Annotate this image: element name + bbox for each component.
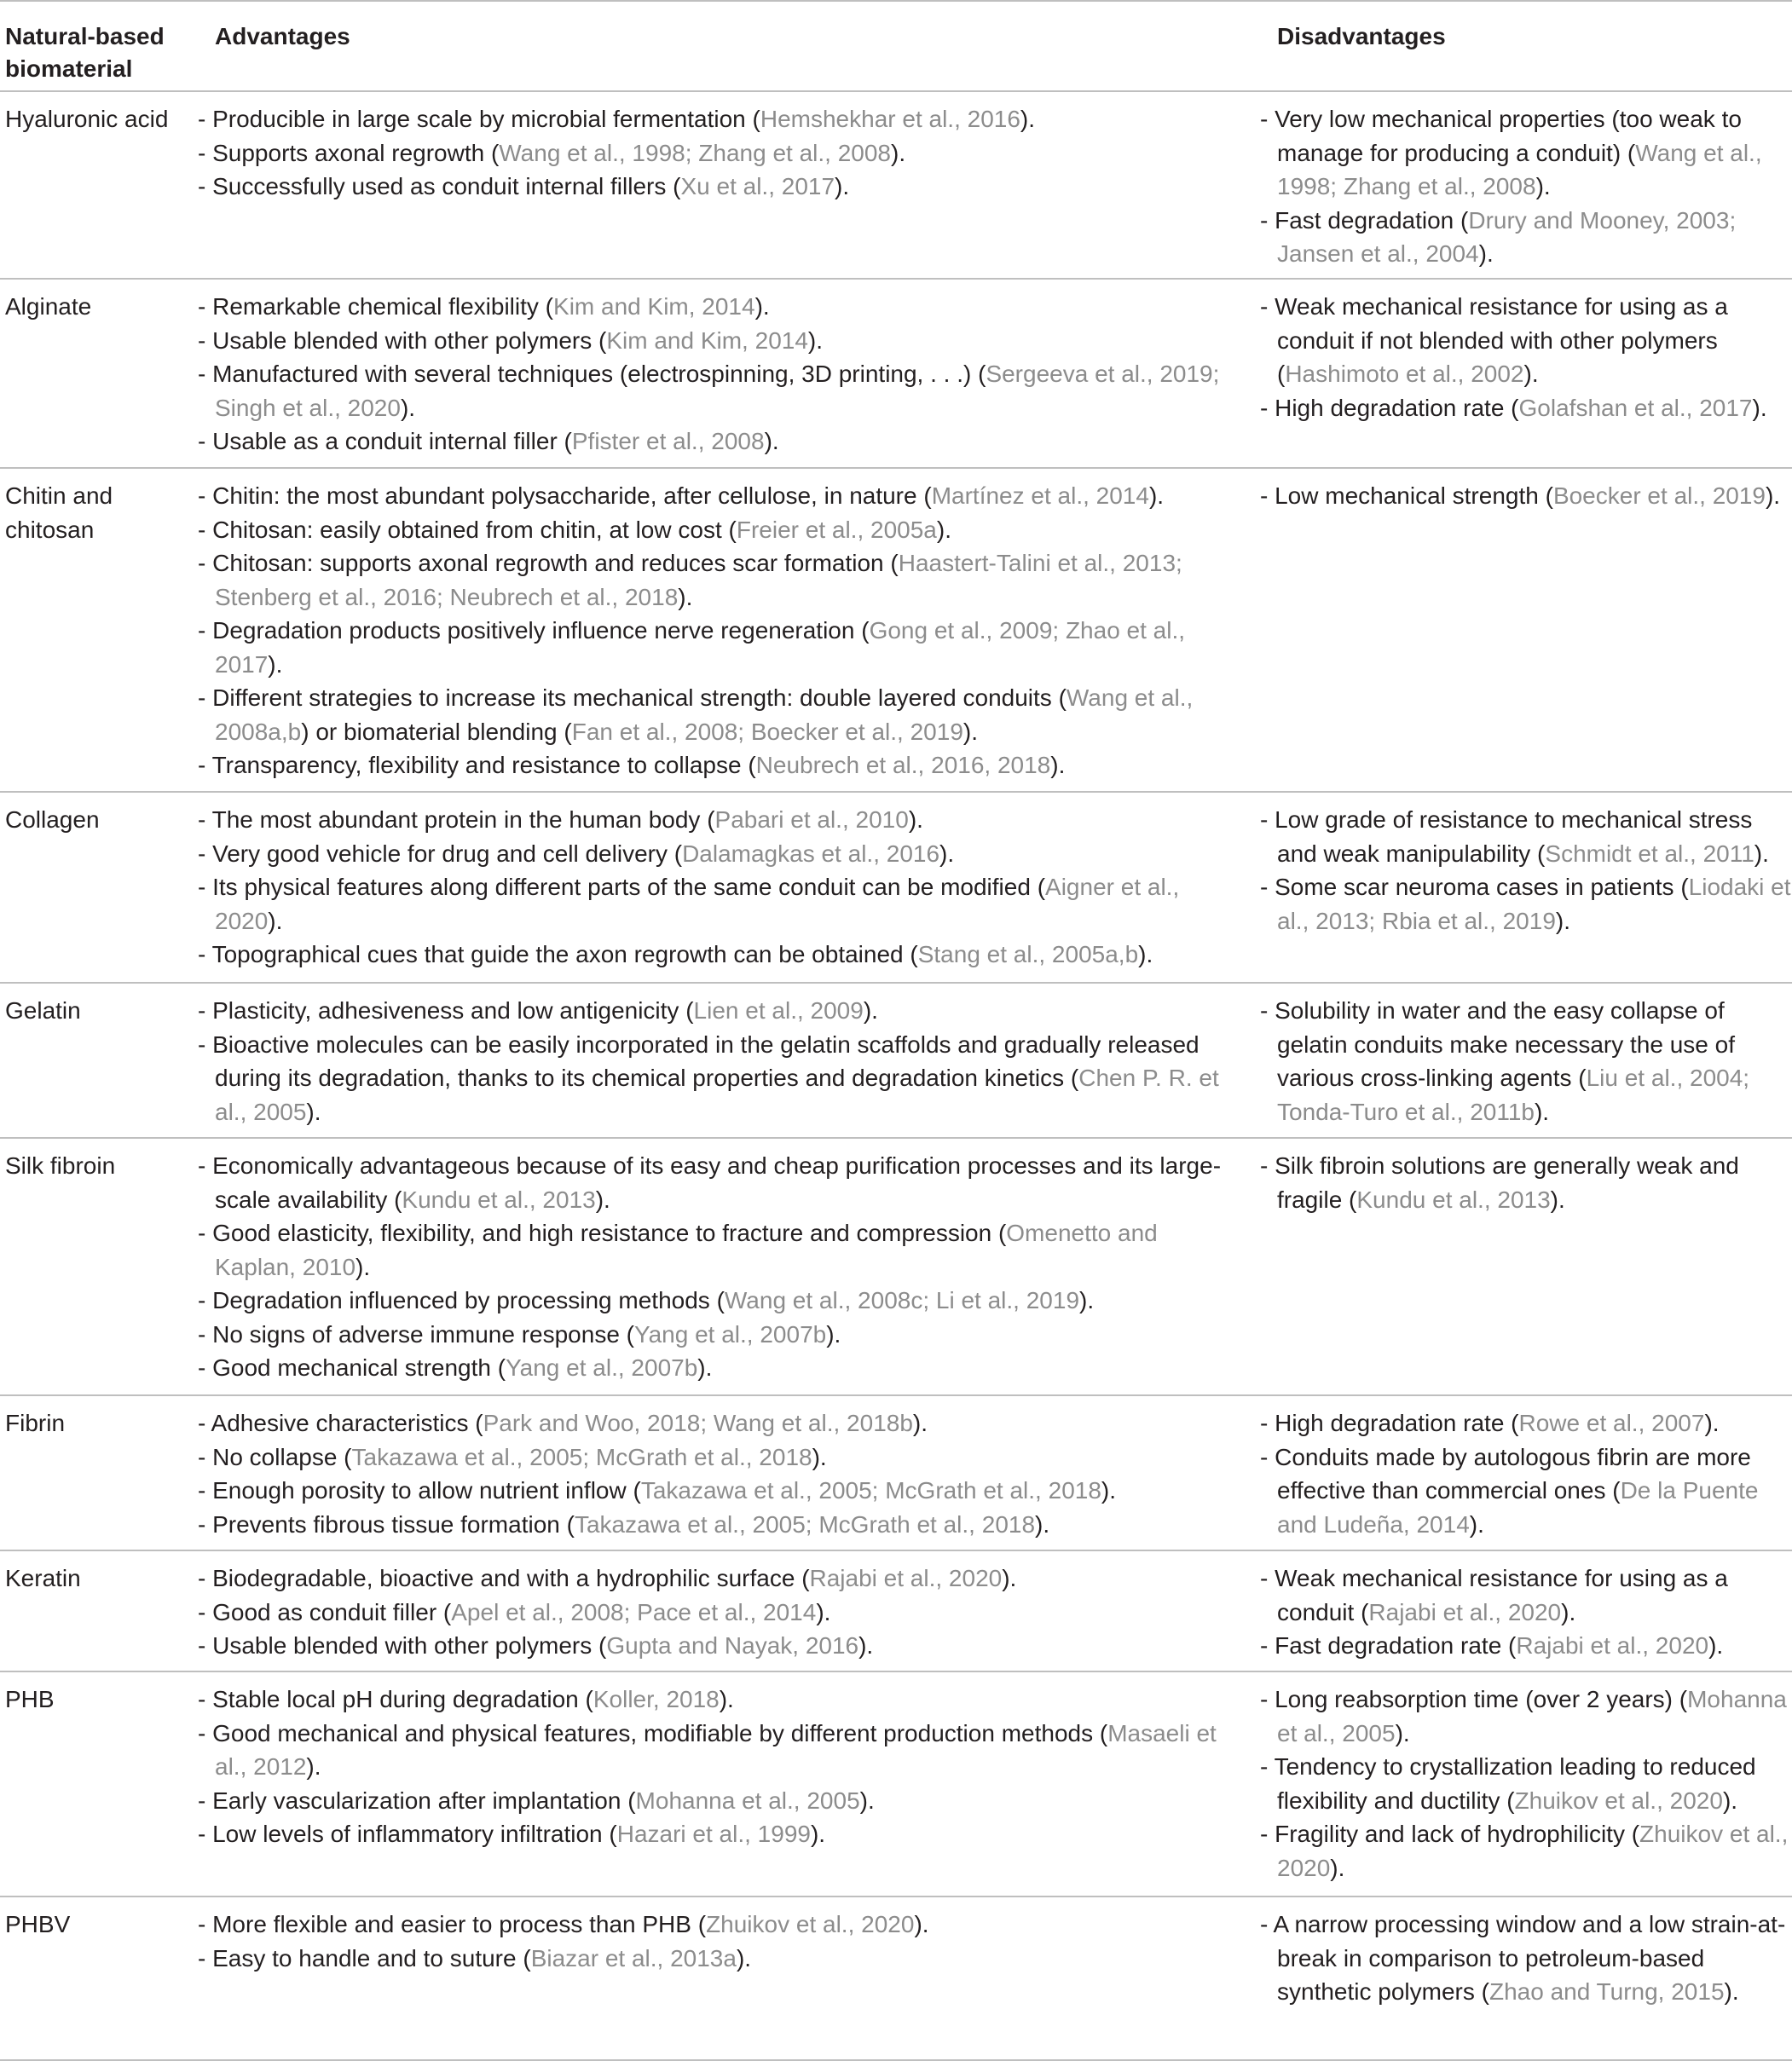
item-text: ). [1708,1632,1724,1659]
advantages-cell [198,290,1238,459]
item-text: ). [807,326,824,354]
item-text: ). [1101,1477,1117,1504]
table-row [0,92,1792,280]
item-text: ). [1148,482,1165,509]
item-text: - Fragility and lack of hydrophilicity ( [1260,1821,1640,1847]
disadvantages-cell [1260,994,1792,1129]
advantage-item [198,938,1238,972]
item-text: ). [306,1753,321,1780]
disadvantage-item [1260,290,1792,391]
disadvantage-item [1260,1440,1792,1542]
item-text: - Usable as a conduit internal filler ( [198,428,572,454]
reference-citation: Zhuikov et al., 2020 [1277,1821,1789,1881]
item-text: - Prevents fibrous tissue formation ( [198,1510,575,1538]
material-name: Silk fibroin [5,1152,116,1179]
item-text: ). [891,139,906,166]
reference-citation: Rajabi et al., 2020 [1516,1632,1709,1659]
advantage-item [198,546,1238,614]
reference-citation: Pfister et al., 2008 [571,428,765,454]
advantages-cell [198,1908,1238,1975]
advantage-item [198,1508,1238,1542]
advantage-item [198,1351,1238,1385]
reference-citation: Sergeeva et al., 2019; Singh et al., 2020 [215,361,1220,421]
item-text: ). [697,1354,713,1381]
material-name: Gelatin [5,997,81,1024]
disadvantage-item [1260,1683,1792,1750]
item-text: ). [812,1443,827,1470]
table-row [0,1396,1792,1551]
disadvantages-cell [1260,803,1792,938]
disadvantage-item [1260,1562,1792,1629]
item-text: - Tendency to crystallization leading to reduced flexibility and ductility ( [1260,1753,1756,1814]
reference-citation: Zhuikov et al., 2020 [1514,1787,1723,1814]
item-text: - Supports axonal regrowth ( [198,139,500,166]
item-text: - Chitin: the most abundant polysaccharide, after cellulose, in nature ( [198,482,932,509]
disadvantages-cell [1260,1562,1792,1663]
advantage-item [198,994,1238,1028]
item-text: - Bioactive molecules can be easily incorporated in the gelatin scaffolds and gradually released during its degradation, thanks to its chemical properties and degradation kinetics ( [198,1030,1199,1091]
table-row [0,1897,1792,2061]
item-text: - Chitosan: easily obtained from chitin, at low cost ( [198,516,737,543]
advantages-cell [198,994,1238,1129]
disadvantages-cell [1260,290,1792,424]
header-material: Natural-based biomaterial [5,23,165,82]
disadvantage-item [1260,994,1792,1129]
advantage-item [198,803,1238,837]
item-text: ). [268,907,283,934]
item-text: ). [306,1098,321,1125]
reference-citation: Takazawa et al., 2005; McGrath et al., 2018 [574,1510,1036,1538]
advantage-item [198,1149,1238,1216]
table-header [0,2,1792,92]
item-text: - No collapse ( [198,1443,352,1470]
item-text: ). [1722,1787,1738,1814]
item-text: ). [1330,1854,1345,1881]
disadvantage-item [1260,803,1792,870]
advantages-cell [198,1406,1238,1541]
item-text: - Topographical cues that guide the axon regrowth can be obtained ( [198,941,918,967]
item-text: ). [400,394,416,421]
advantage-item [198,1683,1238,1717]
reference-citation: Rowe et al., 2007 [1518,1410,1705,1436]
disadvantage-item [1260,1908,1792,2009]
reference-citation: Boecker et al., 2019 [1552,482,1766,509]
item-text: - Different strategies to increase its mechanical strength: double layered conduits ( [198,684,1067,711]
item-text: ). [268,650,283,678]
advantage-item [198,357,1238,424]
item-text: ). [764,428,779,454]
material-name: Collagen [5,806,100,833]
advantages-cell [198,1683,1238,1851]
reference-citation: Yang et al., 2007b [634,1320,827,1348]
disadvantage-item [1260,204,1792,271]
item-text: - High degradation rate ( [1260,1410,1519,1436]
advantage-item [198,614,1238,681]
header-advantages: Advantages [215,23,350,49]
reference-citation: Liodaki et al., 2013; Rbia et al., 2019 [1277,874,1791,934]
item-text: ). [1561,1598,1576,1625]
item-text: ). [356,1253,371,1280]
item-text: - Usable blended with other polymers ( [198,1632,607,1659]
item-text: ). [1754,840,1769,867]
reference-citation: Wang et al., 1998; Zhang et al., 2008 [499,139,891,166]
advantage-item [198,1596,1238,1630]
advantage-item [198,1784,1238,1818]
reference-citation: Haastert-Talini et al., 2013; Stenberg et al., 2016; Neubrech et al., 2018 [215,550,1182,610]
item-text: - Very good vehicle for drug and cell delivery ( [198,840,683,867]
item-text: ). [936,516,951,543]
advantage-item [198,1028,1238,1129]
reference-citation: Wang et al., 2008a,b [215,684,1194,745]
item-text: ). [754,293,770,320]
item-text: - Its physical features along different parts of the same conduit can be modified ( [198,874,1046,900]
item-text: ). [1765,482,1781,509]
item-text: - Silk fibroin solutions are generally weak and fragile ( [1260,1152,1739,1213]
reference-citation: Kim and Kim, 2014 [606,326,808,354]
item-text: - Weak mechanical resistance for using as a conduit if not blended with other polymers ( [1260,293,1728,387]
advantage-item [198,1440,1238,1475]
reference-citation: Mohanna et al., 2005 [1277,1686,1787,1746]
reference-citation: Hashimoto et al., 2002 [1285,361,1524,387]
material-name: Hyaluronic acid [5,106,169,132]
item-text: - Weak mechanical resistance for using as a conduit ( [1260,1565,1728,1625]
disadvantage-item [1260,391,1792,425]
reference-citation: Chen P. R. et al., 2005 [215,1065,1219,1125]
advantages-cell [198,1149,1238,1385]
item-text: ). [1079,1287,1095,1313]
item-text: ). [1469,1510,1484,1538]
material-name: PHBV [5,1911,71,1937]
reference-citation: Masaeli et al., 2012 [215,1719,1217,1780]
item-text: ). [816,1598,831,1625]
item-text: - Economically advantageous because of its easy and cheap purification processes and its large-scale availability ( [198,1152,1222,1213]
item-text: ). [678,583,693,610]
item-text: - Plasticity, adhesiveness and low antigenicity ( [198,997,694,1024]
item-text: - Fast degradation rate ( [1260,1632,1517,1659]
item-text: ). [1535,173,1551,199]
reference-citation: Dalamagkas et al., 2016 [682,840,940,867]
material-name: Chitin and chitosan [5,482,113,543]
disadvantages-cell [1260,1149,1792,1216]
item-text: ). [912,1410,928,1436]
reference-citation: Gong et al., 2009; Zhao et al., 2017 [215,617,1186,678]
item-text: - Good elasticity, flexibility, and high resistance to fracture and compression ( [198,1220,1007,1246]
reference-citation: Yang et al., 2007b [506,1354,698,1381]
item-text: - Low levels of inflammatory infiltration ( [198,1821,617,1847]
advantage-item [198,290,1238,324]
reference-citation: Mohanna et al., 2005 [635,1787,860,1814]
advantage-item [198,1817,1238,1851]
reference-citation: Schmidt et al., 2011 [1545,840,1754,867]
item-text: - Degradation products positively influence nerve regeneration ( [198,617,870,644]
advantage-item [198,1629,1238,1663]
item-text: ) or biomaterial blending ( [301,718,572,745]
item-text: - Long reabsorption time (over 2 years) ( [1260,1686,1688,1712]
advantage-item [198,870,1238,938]
item-text: - Stable local pH during degradation ( [198,1686,593,1712]
item-text: ). [1704,1410,1720,1436]
advantage-item [198,1406,1238,1440]
advantage-item [198,1942,1238,1976]
item-text: - Good as conduit filler ( [198,1598,452,1625]
reference-citation: Park and Woo, 2018; Wang et al., 2018b [483,1410,913,1436]
table-row [0,280,1792,469]
advantage-item [198,170,1238,204]
table-row [0,1551,1792,1672]
reference-citation: Hazari et al., 1999 [616,1821,811,1847]
disadvantage-item [1260,870,1792,938]
advantage-item [198,748,1238,782]
disadvantage-item [1260,102,1792,204]
reference-citation: De la Puente and Ludeña, 2014 [1277,1477,1759,1538]
item-text: ). [908,806,923,833]
table-row [0,469,1792,793]
reference-citation: Rajabi et al., 2020 [809,1565,1003,1591]
disadvantage-item [1260,479,1792,513]
item-text: - Enough porosity to allow nutrient inflow ( [198,1477,641,1504]
advantage-item [198,1717,1238,1784]
item-text: - Fast degradation ( [1260,206,1469,234]
item-text: - Degradation influenced by processing methods ( [198,1287,725,1313]
reference-citation: Golafshan et al., 2017 [1518,394,1753,421]
advantage-item [198,324,1238,358]
disadvantages-cell [1260,1406,1792,1541]
item-text: ). [1550,1186,1565,1213]
table-row [0,984,1792,1139]
item-text: - Good mechanical strength ( [198,1354,506,1381]
disadvantage-item [1260,1817,1792,1885]
item-text: ). [595,1186,610,1213]
reference-citation: Pabari et al., 2010 [714,806,909,833]
item-text: ). [914,1911,929,1937]
disadvantage-item [1260,1629,1792,1663]
reference-citation: Fan et al., 2008; Boecker et al., 2019 [571,718,963,745]
reference-citation: Drury and Mooney, 2003; Jansen et al., 2004 [1277,206,1737,267]
advantage-item [198,1474,1238,1508]
advantage-item [198,837,1238,871]
item-text: - Low grade of resistance to mechanical stress and weak manipulability ( [1260,806,1753,867]
reference-citation: Martínez et al., 2014 [931,482,1149,509]
item-text: ). [736,1944,752,1972]
item-text: ). [1020,106,1036,132]
item-text: ). [939,840,955,867]
advantage-item [198,1216,1238,1284]
reference-citation: Zhuikov et al., 2020 [706,1911,915,1937]
reference-citation: Zhao and Turng, 2015 [1489,1978,1725,2005]
reference-citation: Koller, 2018 [593,1686,720,1712]
item-text: ). [810,1821,826,1847]
item-text: - Manufactured with several techniques (electrospinning, 3D printing, . . .) ( [198,361,986,387]
advantage-item [198,424,1238,459]
advantages-cell [198,102,1238,204]
reference-citation: Neubrech et al., 2016, 2018 [755,752,1051,778]
reference-citation: Takazawa et al., 2005; McGrath et al., 2018 [640,1477,1101,1504]
item-text: - No signs of adverse immune response ( [198,1320,634,1348]
item-text: ). [826,1320,841,1348]
item-text: ). [1138,941,1153,967]
advantages-cell [198,1562,1238,1663]
item-text: ). [1050,752,1066,778]
item-text: - A narrow processing window and a low strain-at-break in comparison to petroleum-based synthetic polymers ( [1260,1911,1786,2005]
reference-citation: Wang et al., 1998; Zhang et al., 2008 [1277,139,1762,199]
item-text: - Remarkable chemical flexibility ( [198,293,554,320]
reference-citation: Lien et al., 2009 [693,997,864,1024]
material-name: Alginate [5,293,92,320]
reference-citation: Hemshekhar et al., 2016 [760,106,1020,132]
advantage-item [198,479,1238,513]
item-text: ). [863,997,878,1024]
reference-citation: Xu et al., 2017 [680,173,835,199]
item-text: ). [1534,1098,1550,1125]
item-text: - Conduits made by autologous fibrin are more effective than commercial ones ( [1260,1443,1751,1504]
item-text: ). [859,1787,875,1814]
item-text: ). [1395,1719,1410,1746]
material-name: Keratin [5,1565,81,1591]
item-text: ). [858,1632,874,1659]
reference-citation: Apel et al., 2008; Pace et al., 2014 [451,1598,817,1625]
reference-citation: Biazar et al., 2013a [530,1944,737,1972]
item-text: - Producible in large scale by microbial fermentation ( [198,106,760,132]
item-text: - Low mechanical strength ( [1260,482,1553,509]
disadvantages-cell [1260,479,1792,513]
table-row [0,793,1792,984]
reference-citation: Takazawa et al., 2005; McGrath et al., 2018 [351,1443,812,1470]
item-text: ). [835,173,850,199]
disadvantages-cell [1260,1683,1792,1885]
reference-citation: Liu et al., 2004; Tonda-Turo et al., 2011b [1277,1065,1750,1125]
item-text: - Adhesive characteristics ( [198,1410,483,1436]
advantage-item [198,1284,1238,1318]
material-name: Fibrin [5,1410,66,1436]
item-text: ). [1555,907,1571,934]
item-text: ). [1002,1565,1017,1591]
advantages-cell [198,479,1238,782]
reference-citation: Kim and Kim, 2014 [553,293,755,320]
disadvantage-item [1260,1750,1792,1817]
advantage-item [198,1908,1238,1942]
advantage-item [198,1562,1238,1596]
reference-citation: Kundu et al., 2013 [402,1186,596,1213]
reference-citation: Wang et al., 2008c; Li et al., 2019 [724,1287,1080,1313]
disadvantages-cell [1260,1908,1792,2009]
reference-citation: Stang et al., 2005a,b [917,941,1139,967]
item-text: - Transparency, flexibility and resistance to collapse ( [198,752,756,778]
reference-citation: Freier et al., 2005a [736,516,937,543]
advantages-cell [198,803,1238,972]
item-text: ). [1724,1978,1739,2005]
item-text: - Chitosan: supports axonal regrowth and reduces scar formation ( [198,550,899,576]
table-row [0,1672,1792,1897]
reference-citation: Rajabi et al., 2020 [1368,1598,1562,1625]
reference-citation: Aigner et al., 2020 [215,874,1180,934]
item-text: - Good mechanical and physical features, modifiable by different production methods ( [198,1719,1108,1746]
disadvantage-item [1260,1406,1792,1440]
reference-citation: Gupta and Nayak, 2016 [606,1632,859,1659]
item-text: - Early vascularization after implantation ( [198,1787,636,1814]
item-text: ). [1035,1510,1050,1538]
material-name: PHB [5,1686,55,1712]
item-text: - The most abundant protein in the human body ( [198,806,715,833]
advantage-item [198,681,1238,748]
table-row [0,1139,1792,1396]
item-text: ). [719,1686,734,1712]
item-text: - Successfully used as conduit internal fillers ( [198,173,681,199]
advantage-item [198,102,1238,136]
item-text: ). [1752,394,1767,421]
item-text: - Biodegradable, bioactive and with a hydrophilic surface ( [198,1565,810,1591]
item-text: - High degradation rate ( [1260,394,1519,421]
item-text: - Easy to handle and to suture ( [198,1944,531,1972]
advantage-item [198,136,1238,170]
item-text: ). [1478,240,1494,267]
item-text: - Solubility in water and the easy collapse of gelatin conduits make necessary the use of various cross-linking agents ( [1260,997,1735,1091]
reference-citation: Kundu et al., 2013 [1356,1186,1551,1213]
item-text: - Usable blended with other polymers ( [198,326,607,354]
disadvantage-item [1260,1149,1792,1216]
item-text: - Very low mechanical properties (too weak to manage for producing a conduit) ( [1260,106,1742,166]
item-text: - More flexible and easier to process than PHB ( [198,1911,707,1937]
disadvantages-cell [1260,102,1792,271]
item-text: ). [962,718,979,745]
advantage-item [198,513,1238,547]
header-disadvantages: Disadvantages [1277,23,1446,49]
table-body [0,92,1792,2061]
item-text: - Some scar neuroma cases in patients ( [1260,874,1689,900]
advantage-item [198,1318,1238,1352]
reference-citation: Omenetto and Kaplan, 2010 [215,1220,1158,1280]
item-text: ). [1523,361,1539,387]
